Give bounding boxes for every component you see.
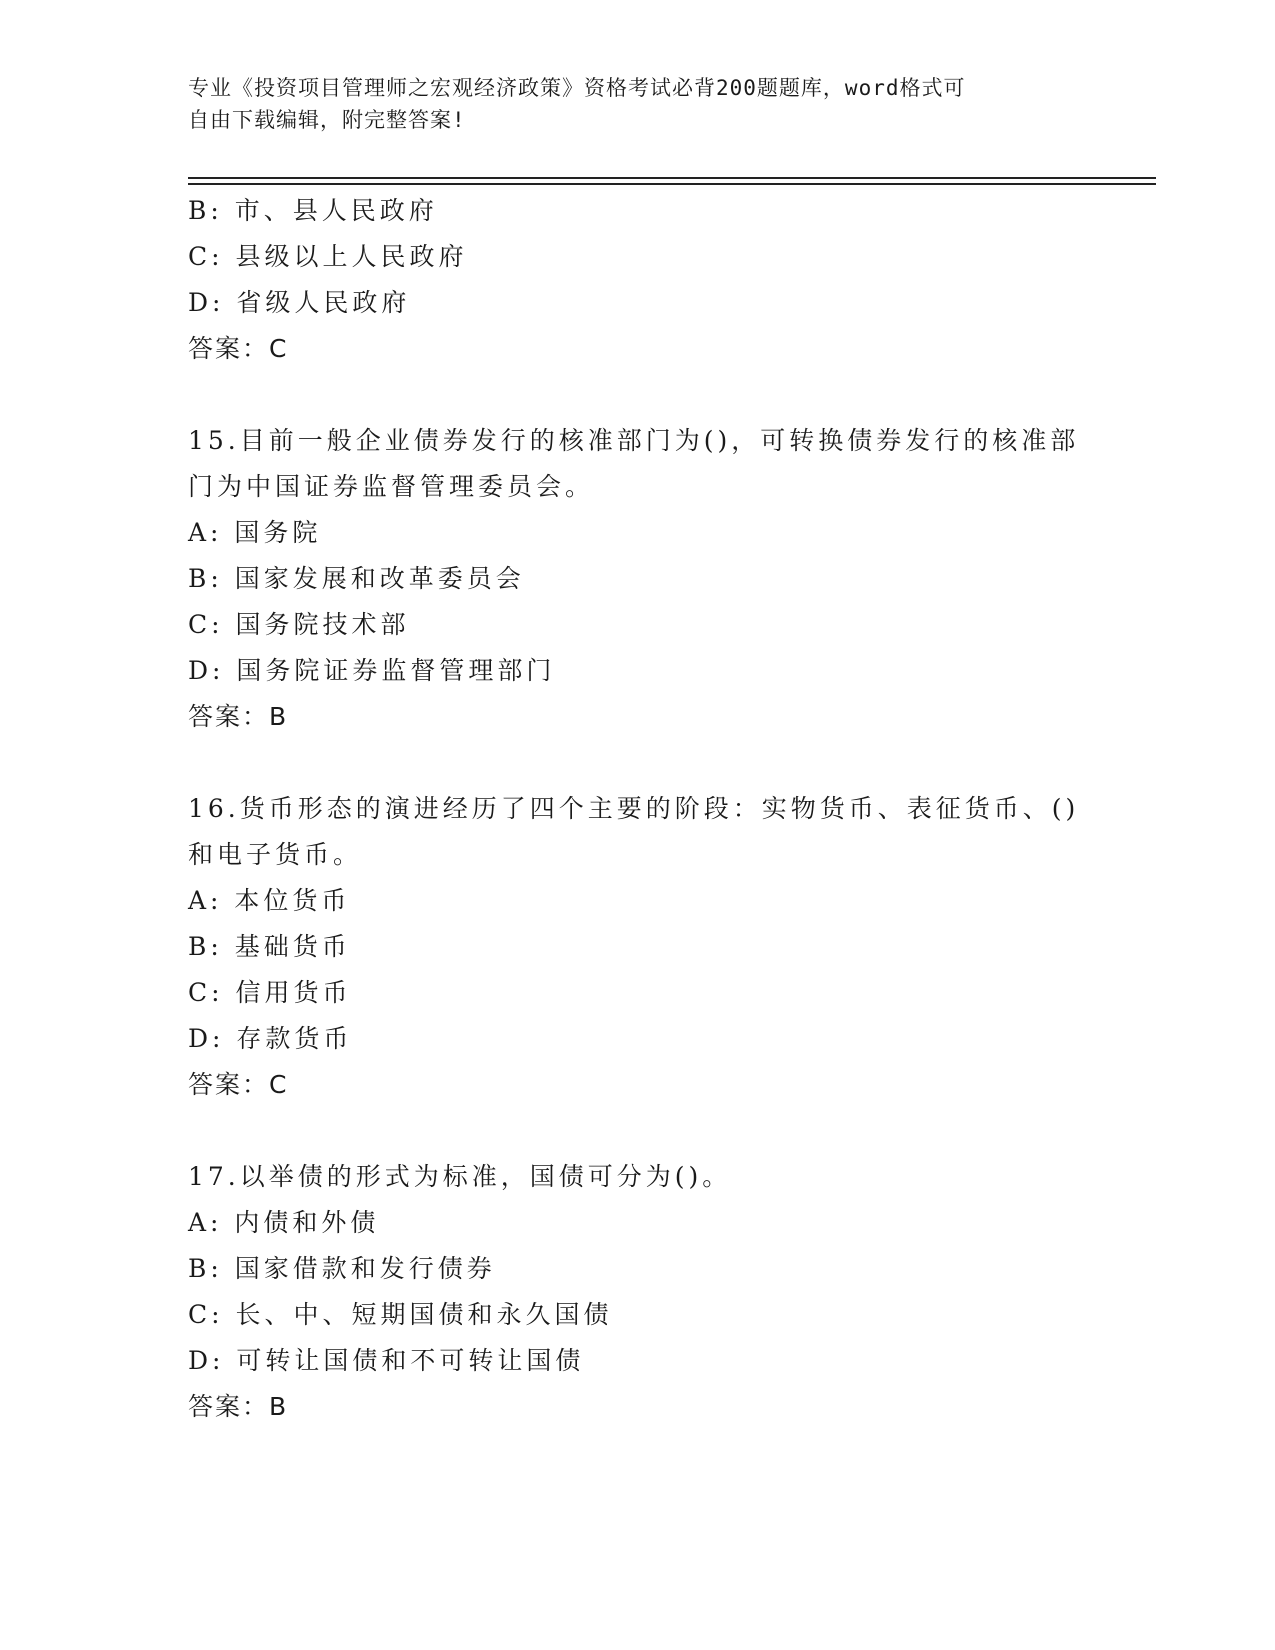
header-title-line-2: 自由下载编辑，附完整答案! xyxy=(188,108,466,132)
header-divider-bottom xyxy=(188,183,1156,185)
header-divider-top xyxy=(188,177,1156,179)
option-b: B: 基础货币 xyxy=(188,932,351,961)
option-d: D: 存款货币 xyxy=(188,1024,353,1053)
question-list xyxy=(188,188,1148,1430)
question-14-continued xyxy=(188,188,1148,372)
header-title-line-1: 专业《投资项目管理师之宏观经济政策》资格考试必背200题题库，word格式可 xyxy=(188,76,966,100)
question-stem: 16.货币形态的演进经历了四个主要的阶段：实物货币、表征货币、() xyxy=(188,794,1080,823)
question-stem: 17.以举债的形式为标准，国债可分为()。 xyxy=(188,1162,732,1191)
question-16 xyxy=(188,786,1148,1108)
option-a: A: 内债和外债 xyxy=(188,1208,380,1237)
option-d: D: 可转让国债和不可转让国债 xyxy=(188,1346,585,1375)
document-header xyxy=(188,72,1088,136)
question-gap xyxy=(188,740,1148,786)
question-stem-continued: 和电子货币。 xyxy=(188,840,363,869)
answer: 答案：C xyxy=(188,334,289,363)
option-b: B: 市、县人民政府 xyxy=(188,196,438,225)
option-c: C: 信用货币 xyxy=(188,978,352,1007)
option-a: A: 本位货币 xyxy=(188,886,351,915)
option-a: A: 国务院 xyxy=(188,518,322,547)
question-stem: 15.目前一般企业债券发行的核准部门为()，可转换债券发行的核准部 xyxy=(188,426,1080,455)
question-15 xyxy=(188,418,1148,740)
answer: 答案：C xyxy=(188,1070,289,1099)
answer: 答案：B xyxy=(188,702,289,731)
question-gap xyxy=(188,372,1148,418)
option-d: D: 国务院证券监督管理部门 xyxy=(188,656,556,685)
option-c: C: 长、中、短期国债和永久国债 xyxy=(188,1300,613,1329)
option-b: B: 国家借款和发行债券 xyxy=(188,1254,496,1283)
option-c: C: 县级以上人民政府 xyxy=(188,242,468,271)
option-b: B: 国家发展和改革委员会 xyxy=(188,564,525,593)
question-stem-continued: 门为中国证券监督管理委员会。 xyxy=(188,472,595,501)
answer: 答案：B xyxy=(188,1392,289,1421)
option-c: C: 国务院技术部 xyxy=(188,610,410,639)
question-gap xyxy=(188,1108,1148,1154)
option-d: D: 省级人民政府 xyxy=(188,288,411,317)
question-17 xyxy=(188,1154,1148,1430)
